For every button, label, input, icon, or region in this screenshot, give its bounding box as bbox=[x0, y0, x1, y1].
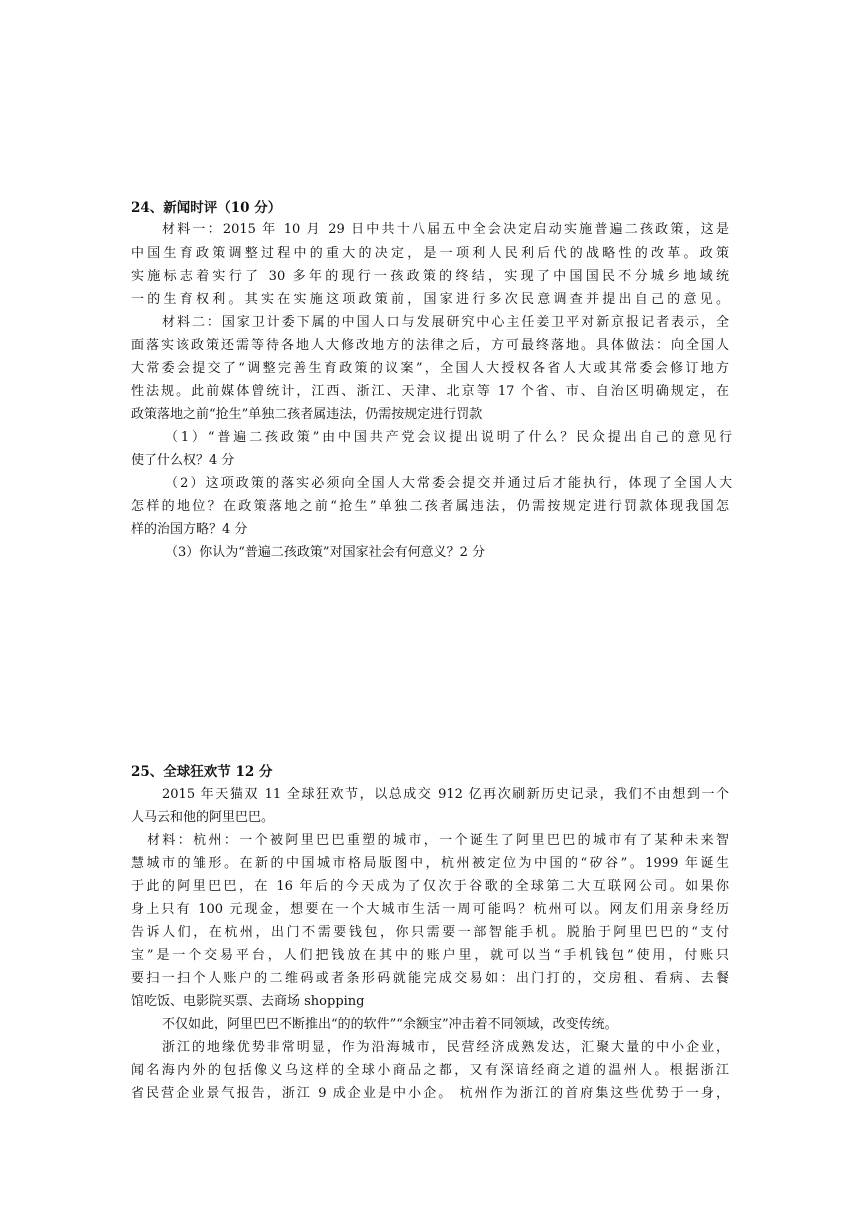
q25-material-line-5: 告诉人们，在杭州，出门不需要钱包，你只需要一部智能手机。脱胎于阿里巴巴的“支付 bbox=[131, 925, 729, 940]
q25-paragraph-3-line-1: 浙江的地缘优势非常明显，作为沿海城市，民营经济成熟发达，汇聚大量的中小企业， bbox=[162, 1040, 729, 1055]
q25-material-line-1: 材料：杭州：一个被阿里巴巴重塑的城市，一个诞生了阿里巴巴的城市有了某种未来智 bbox=[147, 833, 729, 848]
q25-material-line-7: 要扫一扫个人账户的二维码或者条形码就能完成交易如：出门打的，交房租、看病、去餐 bbox=[131, 971, 729, 986]
q25-material-line-2: 慧城市的雏形。在新的中国城市格局版图中，杭州被定位为中国的“矽谷”。1999 年诞生 bbox=[131, 856, 729, 871]
q25-material-line-4: 身上只有 100 元现金，想要在一个大城市生活一周可能吗？杭州可以。网友们用亲身经历 bbox=[131, 902, 729, 917]
q24-sub-2-line-2: 怎样的地位？在政策落地之前“抢生”单独二孩者属违法，仍需按规定进行罚款体现我国怎 bbox=[131, 499, 729, 514]
question-24-heading: 24、新闻时评（10 分） bbox=[131, 200, 282, 216]
q24-material-1-line-2: 中国生育政策调整过程中的重大的决定，是一项利人民利后代的战略性的改革。政策 bbox=[131, 246, 729, 261]
q24-sub-3-line-1: （3）你认为“普遍二孩政策”对国家社会有何意义？2 分 bbox=[165, 545, 485, 560]
q24-sub-2-line-3: 样的治国方略？4 分 bbox=[131, 522, 248, 537]
q24-material-2-line-1: 材料二：国家卫计委下属的中国人口与发展研究中心主任姜卫平对新京报记者表示，全 bbox=[162, 315, 729, 330]
q24-material-1-line-4: 一的生育权利。其实在实施这项政策前，国家进行多次民意调查并提出自己的意见。 bbox=[131, 292, 729, 307]
q25-intro-line-2: 人马云和他的阿里巴巴。 bbox=[131, 810, 275, 825]
q24-sub-1-line-2: 使了什么权？4 分 bbox=[131, 453, 235, 468]
q24-material-2-line-2: 面落实该政策还需等待各地人大修改地方的法律之后，方可最终落地。具体做法：向全国人 bbox=[131, 338, 729, 353]
q25-material-line-3: 于此的阿里巴巴，在 16 年后的今天成为了仅次于谷歌的全球第二大互联网公司。如果你 bbox=[131, 879, 729, 894]
q24-sub-1-line-1: （1）“普遍二孩政策”由中国共产党会议提出说明了什么？民众提出自己的意见行 bbox=[165, 430, 732, 445]
q24-material-1-line-3: 实施标志着实行了 30 多年的现行一孩政策的终结，实现了中国国民不分城乡地域统 bbox=[131, 269, 729, 284]
q25-paragraph-2-line-1: 不仅如此，阿里巴巴不断推出“的的软件”“余额宝”冲击着不同领域，改变传统。 bbox=[162, 1017, 618, 1032]
q24-material-1-line-1: 材料一：2015 年 10 月 29 日中共十八届五中全会决定启动实施普遍二孩政策，这是 bbox=[162, 222, 729, 237]
q24-sub-2-line-1: （2）这项政策的落实必须向全国人大常委会提交并通过后才能执行，体现了全国人大 bbox=[165, 476, 732, 491]
q25-paragraph-3-line-3: 省民营企业景气报告，浙江 9 成企业是中小企。 杭州作为浙江的首府集这些优势于一身， bbox=[131, 1086, 729, 1101]
question-25-heading: 25、全球狂欢节 12 分 bbox=[131, 764, 273, 780]
q25-material-line-8: 馆吃饭、电影院买票、去商场 shopping bbox=[131, 994, 365, 1009]
q24-material-2-line-3: 大常委会提交了“调整完善生育政策的议案”，全国人大授权各省人大或其常委会修订地方 bbox=[131, 361, 729, 376]
q24-material-2-line-5: 政策落地之前“抢生”单独二孩者属违法，仍需按规定进行罚款 bbox=[131, 407, 483, 422]
q24-material-2-line-4: 性法规。此前媒体曾统计，江西、浙江、天津、北京等 17 个省、市、自治区明确规定，在 bbox=[131, 384, 729, 399]
q25-paragraph-3-line-2: 闻名海内外的包括像义乌这样的全球小商品之都，又有深谙经商之道的温州人。根据浙江 bbox=[131, 1063, 729, 1078]
q25-material-line-6: 宝”是一个交易平台，人们把钱放在其中的账户里，就可以当“手机钱包”使用，付账只 bbox=[131, 948, 729, 963]
q25-intro-line-1: 2015 年天猫双 11 全球狂欢节，以总成交 912 亿再次刷新历史记录，我们不由想到一个 bbox=[162, 787, 729, 802]
